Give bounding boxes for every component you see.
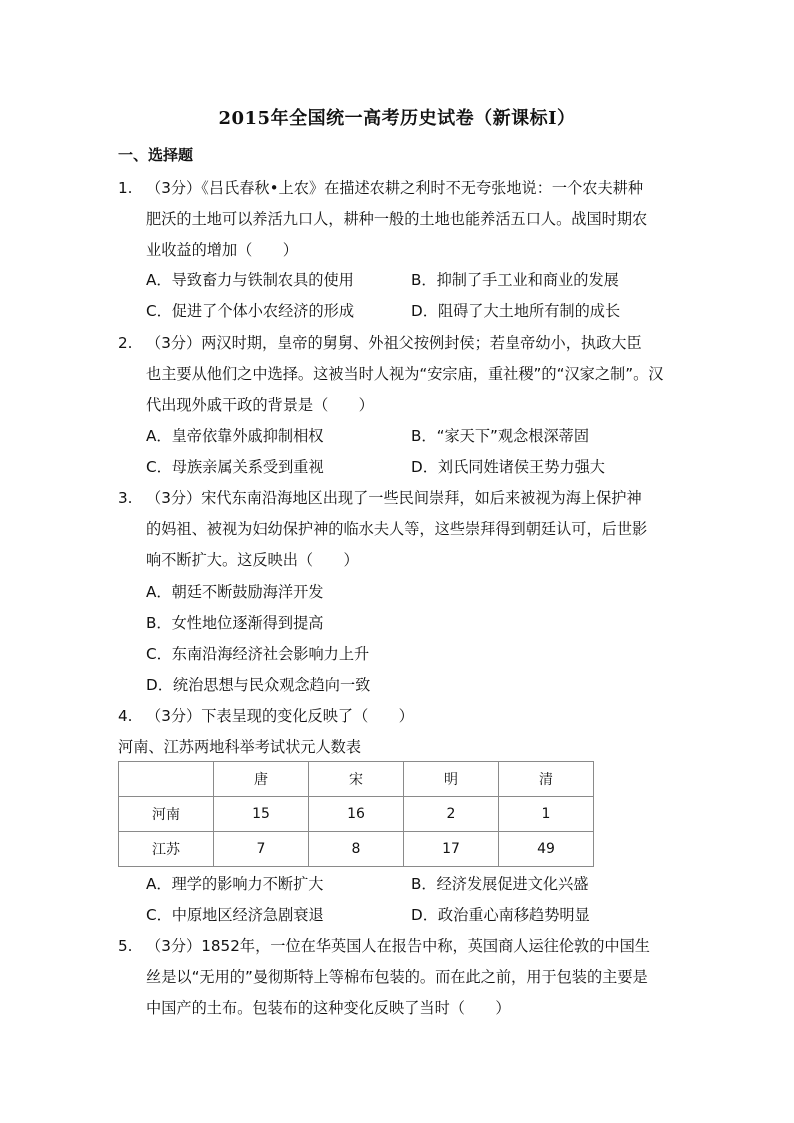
question-text-line: 丝是以“无用的”曼彻斯特上等棉布包装的。而在此之前，用于包装的主要是 xyxy=(146,968,648,986)
table-row xyxy=(119,832,594,867)
option-d[interactable]: D．政治重心南移趋势明显 xyxy=(411,906,590,924)
question-text-line: （3分）1852年，一位在华英国人在报告中称，英国商人运往伦敦的中国生 xyxy=(146,937,650,955)
option-c[interactable]: C．促进了个体小农经济的形成 xyxy=(146,302,355,320)
scholar-count-table xyxy=(118,761,594,867)
table-cell: 1 xyxy=(499,797,594,832)
table-cell: 49 xyxy=(499,832,594,867)
option-a[interactable]: A．朝廷不断鼓励海洋开发 xyxy=(146,583,324,601)
option-b[interactable]: B．经济发展促进文化兴盛 xyxy=(411,875,589,893)
option-b[interactable]: B．“家天下”观念根深蒂固 xyxy=(411,427,590,445)
table-cell: 2 xyxy=(404,797,499,832)
table-header-cell xyxy=(119,762,214,797)
option-a[interactable]: A．理学的影响力不断扩大 xyxy=(146,875,324,893)
table-cell: 7 xyxy=(214,832,309,867)
option-c[interactable]: C．东南沿海经济社会影响力上升 xyxy=(146,645,370,663)
question-text-line: 也主要从他们之中选择。这被当时人视为“安宗庙，重社稷”的“汉家之制”。汉 xyxy=(146,365,664,383)
page-title: 2015年全国统一高考历史试卷（新课标Ⅰ） xyxy=(218,108,576,129)
option-d[interactable]: D．统治思想与民众观念趋向一致 xyxy=(146,676,371,694)
section-heading: 一、选择题 xyxy=(118,146,194,164)
question-text-line: 业收益的增加（ ） xyxy=(146,241,298,259)
table-cell: 河南 xyxy=(119,797,214,832)
option-c[interactable]: C．中原地区经济急剧衰退 xyxy=(146,906,324,924)
question-text-line: （3分）《吕氏春秋•上农》在描述农耕之利时不无夸张地说：一个农夫耕种 xyxy=(146,179,644,197)
option-b[interactable]: B．女性地位逐渐得到提高 xyxy=(146,614,324,632)
table-header-cell: 唐 xyxy=(214,762,309,797)
table-cell: 17 xyxy=(404,832,499,867)
question-text-line: 响不断扩大。这反映出（ ） xyxy=(146,551,359,569)
question-text-line: （3分）下表呈现的变化反映了（ ） xyxy=(146,707,414,725)
question-text-line: 中国产的土布。包装布的这种变化反映了当时（ ） xyxy=(146,999,511,1017)
table-header-cell: 清 xyxy=(499,762,594,797)
table-cell: 8 xyxy=(309,832,404,867)
table-header-row xyxy=(119,762,594,797)
option-d[interactable]: D．阻碍了大土地所有制的成长 xyxy=(411,302,621,320)
option-c[interactable]: C．母族亲属关系受到重视 xyxy=(146,458,324,476)
table-cell: 15 xyxy=(214,797,309,832)
table-cell: 江苏 xyxy=(119,832,214,867)
question-text-line: 肥沃的土地可以养活九口人，耕种一般的土地也能养活五口人。战国时期农 xyxy=(146,210,648,228)
table-cell: 16 xyxy=(309,797,404,832)
option-a[interactable]: A．皇帝依靠外戚抑制相权 xyxy=(146,427,324,445)
question-text-line: （3分）两汉时期，皇帝的舅舅、外祖父按例封侯；若皇帝幼小，执政大臣 xyxy=(146,334,642,352)
option-b[interactable]: B．抑制了手工业和商业的发展 xyxy=(411,271,619,289)
question-text-line: （3分）宋代东南沿海地区出现了一些民间崇拜，如后来被视为海上保护神 xyxy=(146,489,642,507)
question-number: 3. xyxy=(118,489,133,507)
question-text-line: 代出现外戚干政的背景是（ ） xyxy=(146,396,374,414)
question-text-line: 的妈祖、被视为妇幼保护神的临水夫人等，这些崇拜得到朝廷认可，后世影 xyxy=(146,520,648,538)
table-caption: 河南、江苏两地科举考试状元人数表 xyxy=(118,738,361,756)
table-header-cell: 宋 xyxy=(309,762,404,797)
option-a[interactable]: A．导致畜力与铁制农具的使用 xyxy=(146,271,354,289)
option-d[interactable]: D．刘氏同姓诸侯王势力强大 xyxy=(411,458,605,476)
question-number: 2. xyxy=(118,334,133,352)
question-number: 1. xyxy=(118,179,133,197)
table-header-cell: 明 xyxy=(404,762,499,797)
question-number: 5. xyxy=(118,937,133,955)
table-row xyxy=(119,797,594,832)
question-number: 4. xyxy=(118,707,133,725)
